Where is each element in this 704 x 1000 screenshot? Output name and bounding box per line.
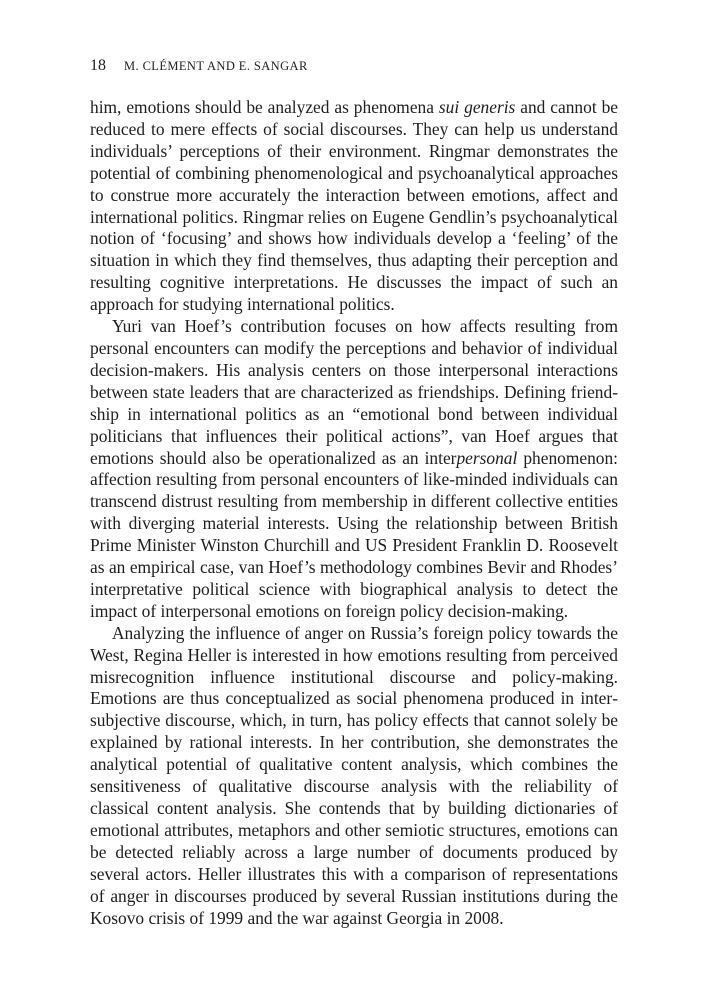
text-segment: Yuri van Hoef’s contribution focuses on how affects resulting from personal encounters can modify the perceptions and behavior of individual decision-makers. His analysis centers on those interpersonal interactions between state leaders that are characterized as friendships. Defining friendship in international politics as an “emotional bond between individual politicians that influences their political actions”, van Hoef argues that emotions should also be operationalized as an inter [90, 316, 618, 468]
paragraph-van-hoef [90, 316, 618, 623]
body-text [90, 97, 618, 929]
text-segment: and cannot be reduced to mere effects of social discourses. They can help us understand individuals’ perceptions of their environment. Ringmar demonstrates the potential of combining phenomenological and psychoanalytical approaches to construe more accurately the interaction between emotions, affect and international politics. Ringmar relies on Eugene Gendlin’s psychoanalytical notion of ‘focusing’ and shows how individuals develop a ‘feeling’ of the situation in which they find themselves, thus adapting their perception and resulting cognitive interpretations. He discusses the impact of such an approach for studying international politics. [90, 97, 618, 315]
text-segment: Analyzing the influence of anger on Russia’s foreign policy towards the West, Regina Heller is interested in how emotions resulting from perceived misrecognition influence institutional discourse and policy-making. Emotions are thus conceptualized as social phenomena produced in intersubjective discourse, which, in turn, has policy effects that cannot solely be explained by rational interests. In her contribution, she demonstrates the analytical potential of qualitative content analysis, which combines the sensitiveness of qualitative discourse analysis with the reliability of classical content analysis. She contends that by building dictionaries of emotional attributes, metaphors and other semiotic structures, emotions can be detected reliably across a large number of documents produced by several actors. Heller illustrates this with a comparison of representations of anger in discourses produced by several Russian institutions during the Kosovo crisis of 1999 and the war against Georgia in 2008. [90, 622, 618, 928]
text-segment: phenomenon: affection resulting from personal encounters of like-minded individuals can transcend distrust resulting from membership in different collective entities with diverging material interests. Using the relationship between British Prime Minister Winston Churchill and US President Franklin D. Roosevelt as an empirical case, van Hoef’s methodology combines Bevir and Rhodes’ interpretative political science with biographical analysis to detect the impact of interpersonal emotions on foreign policy decision-making. [90, 447, 618, 621]
paragraph-heller [90, 623, 618, 930]
text-segment: him, emotions should be analyzed as phenomena [90, 97, 439, 117]
page-number: 18 [90, 57, 106, 74]
running-head-authors: M. CLÉMENT AND E. SANGAR [124, 59, 308, 73]
italic-text-segment: personal [456, 447, 518, 468]
paragraph-ringmar [90, 97, 618, 316]
running-head [90, 57, 308, 75]
italic-text-segment: sui generis [438, 97, 516, 117]
